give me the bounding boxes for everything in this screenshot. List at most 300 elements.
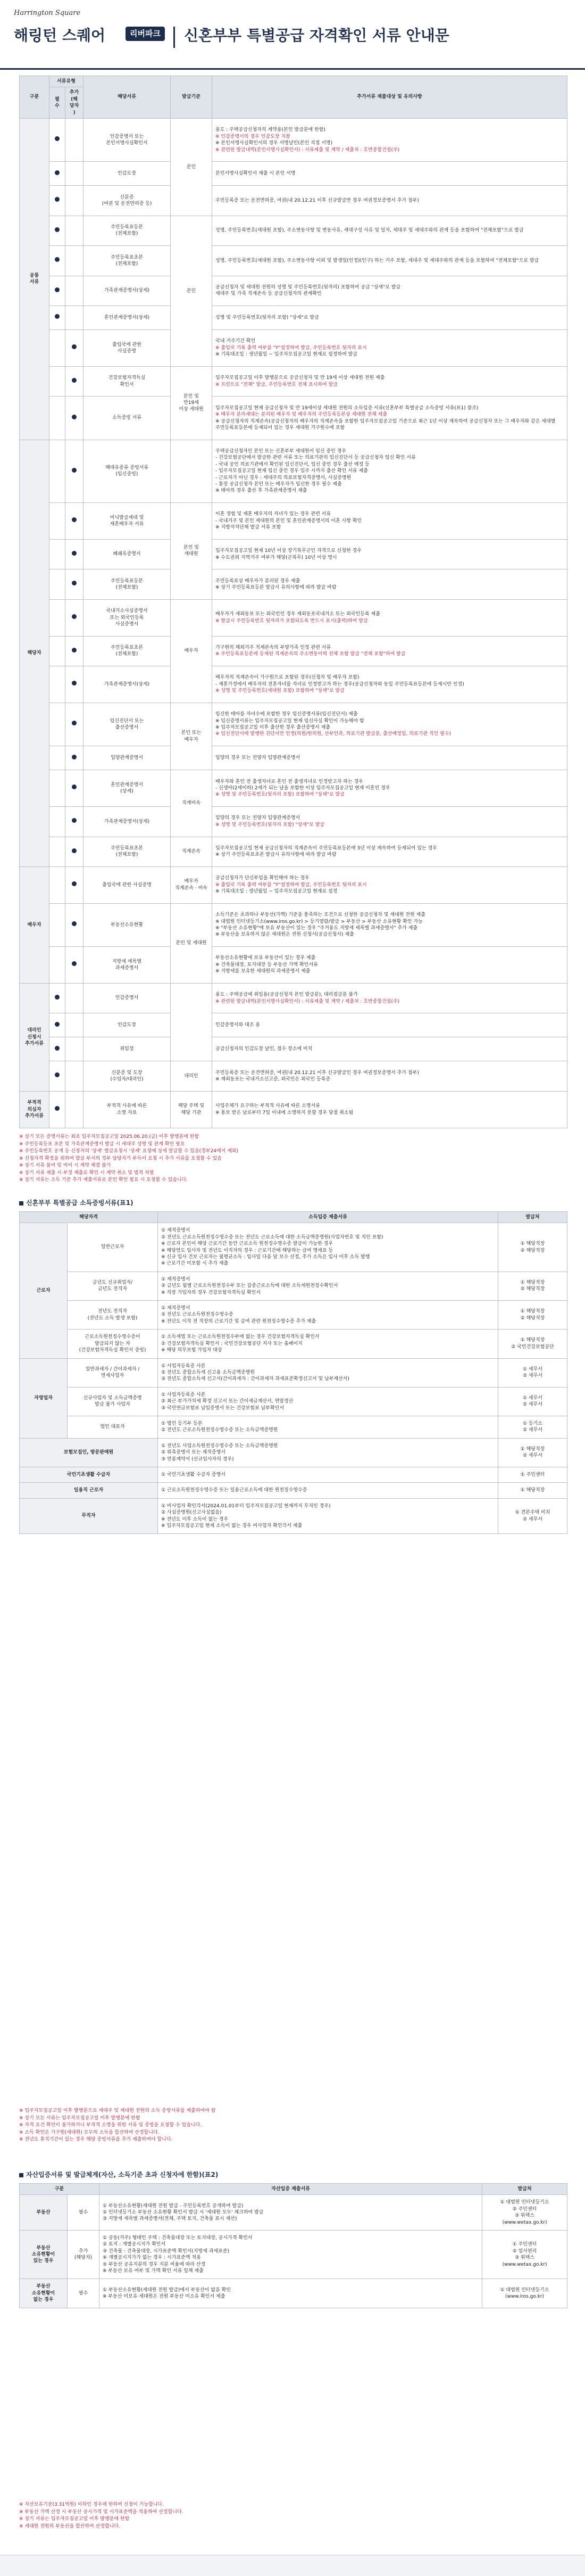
note-line: ※ 신청자격 확정을 위하여 발급 부서의 정부 담당자가 부득이 요청 시 추가 서류를 요청할 수 있음 [19,1155,222,1161]
doc-name: 소득증빙 서류 [83,397,171,440]
doc-name: 위임장 [83,1037,171,1061]
note-line: ※ 부동산 미보유 세대원은 전원 부동산 미소유 확인서 제출 [103,2294,225,2300]
doc-name: 주민등록표초본 (전체포함) [83,246,171,276]
th-income-docs: 소득입증 제출서류 [158,1212,498,1223]
note-line: ※ 프린트로 "전체" 발급, 주민등록번호 전체 표시하여 발급 [215,382,338,387]
additional-cell [65,1037,83,1061]
income-subtype: 근로소득원천징수영수증이 발급되지 않는 자 (건강보험자격득실 확인서 증빙) [68,1330,158,1358]
note-line: 배우자가 재외동포 또는 외국인인 경우 재외동포국내거소 또는 외국인등록 제출 [215,612,380,617]
row-group: 배우자 [20,866,49,983]
section-title-income [19,1199,133,1208]
income-docs [158,1483,498,1498]
additional-dot-icon [72,818,77,823]
doc-name: 가족관계증명서(상세) [83,666,171,703]
issuer [171,983,212,1061]
required-cell [49,807,65,837]
additional-cell [65,837,83,866]
doc-row [20,947,567,984]
note-line: ※ 관련된 발급내역(본인서명사실확인서) : 서류제출 및 계약 / 제출처 : 호반종합건설(주) [215,998,400,1004]
doc-notes [212,903,567,946]
note-line: - 근로자가 아닌 경우 : 세대주의 의료보험자격증명서, 사실증명원 [215,475,352,481]
income-group: 국민기초생활 수급자 [20,1467,158,1482]
additional-dot-icon [72,881,77,886]
note-line: ④ 개별공시지가가 없는 경우 : 시가표준액 적용 [103,2255,201,2261]
asset-issuer: ① 대법원 인터넷등기소 ② 주민센터 ③ 위택스 (www.wetax.go.kr) [482,2195,567,2231]
additional-cell [65,599,83,636]
income-docs [158,1272,498,1300]
note-line: ※ 해당 의무보험 가입자 대상 [161,1348,222,1353]
required-dot-icon [55,1046,60,1051]
note-line: 국내 거주기간 확인 [215,338,256,344]
doc-row [20,440,567,502]
doc-notes [212,397,567,440]
doc-notes [212,947,567,984]
income-row [20,1467,567,1482]
doc-name: 입양관계증명서 [83,746,171,770]
note-line: ※ 상기 주민등록표등본 발급시 유의사항에 따라 발급 바람 [215,585,337,591]
note-line: ※ 관련된 발급내역(본인서명사실확인서) : 서류제출 및 계약 / 제출처 : 호반종합건설(주) [215,147,400,153]
doc-row [20,539,567,569]
additional-cell [65,162,83,186]
asset-docs [99,2279,482,2308]
doc-notes [212,366,567,396]
note-line: ※ 성명 및 주민등록번호(뒷자리 포함) 포함하여 "상세"로 발급 [215,792,345,798]
th-division: 구분 [20,76,49,119]
doc-row [20,807,567,837]
note-line: ① 비사업자 확인각서(2024.01.01부터 입주자모집공고일 현재까지 무직인 경우) [161,1503,331,1509]
required-cell [49,246,65,276]
th-issuer: 발급기준 [171,76,212,119]
note-line: 이혼 경험 및 재혼 배우자의 자녀가 있는 경우 관련 서류 [215,511,331,517]
note-line: ⑤ 부동산 공유지분의 경우 지분 비율에 따라 산정 [103,2261,206,2267]
income-issuer: ① 해당직장 [498,1483,567,1498]
asset-group: 부동산 [20,2195,68,2231]
asset-row [20,2231,567,2279]
income-group: 자영업자 [20,1358,68,1438]
th-notes: 추가서류 제출대상 및 유의사항 [212,76,567,119]
doc-name: 인감증명서 [83,983,171,1013]
note-line: 소득기준은 초과하나 부동산(가액) 기준을 충족하는 조건으로 신청한 공급신청자 및 세대원 전원 제출 [215,912,425,918]
income-docs [158,1498,498,1534]
note-line: ※ 성명 및 주민등록번호(세대원 포함) 포함하여 "상세"로 발급 [215,688,345,694]
required-cell [49,1061,65,1091]
income-subtype: 일반근로자 [68,1223,158,1272]
note-line: ※ 상기 서류는 입주자모집공고일 이후 발행분에 한함 [19,2516,130,2522]
note-line: 주민등록증 또는 운전면허증, 여권(내 20.12.21 이후 신규발급인 경우 여권정보증명서 추가 첨부) [215,1070,419,1076]
note-line: ② 토지 : 개별공시지가 확인서 [103,2242,166,2248]
note-line: 성명, 주민등록번호(세대원 포함), 주소변동사항 및 변동사유, 세대구성 사유 및 일자, 세대주 및 세대주와의 관계 등을 포함하여 "전체포함"으로 발급 [215,228,524,234]
doc-notes [212,276,567,306]
additional-cell [65,503,83,540]
doc-notes [212,119,567,162]
note-line: ③ 국민연금보험료 납입증명서 또는 건강보험료 납부확인서 [161,1405,285,1411]
doc-notes [212,1037,567,1061]
th-asset-docs: 자산입증 제출서류 [99,2184,482,2195]
doc-name: 신분증 및 도장 (수임자/대리인) [83,1061,171,1091]
section-title-asset-text: 자산입증서류 및 발급체계(자산, 소득기준 초과 신청자에 한함)(표2) [26,2171,219,2178]
note-line: 입양의 경우 또는 친양자 입양관계증명서 [215,815,300,821]
note-line: ※ 전년도 휴직기간이 있는 경우 해당 증빙서류를 추가 제출하여야 합니다. [19,2137,173,2142]
th-asset-issuer: 발급처 [482,2184,567,2195]
required-cell [49,569,65,599]
issuer: 배우자 직계존속 · 비속 [171,866,212,903]
note-line: ※ 입주자모집공고일 이후 출산한 경우 출산증명서 제출 [215,725,330,731]
required-cell [49,186,65,216]
note-line: ※ 해당연도 입사자 및 전년도 이직자의 경우 : 근로기간에 해당하는 급여 명세표 등 [161,1248,333,1253]
doc-row [20,1061,567,1091]
note-line: ※ 건축물대장, 토지대장 등 부동산 가액 확인서류 [215,962,318,968]
required-cell [49,903,65,946]
doc-notes [212,983,567,1013]
additional-cell [65,947,83,984]
doc-notes [212,1013,567,1037]
notes-section-2 [19,2108,567,2144]
income-subtype: 신규사업자 및 소득금액증명 발급 불가 사업자 [68,1387,158,1416]
note-line: ② 전년도 근로소득원천징수영수증 [161,1312,233,1318]
issuer: 본인 또는 배우자 [171,703,212,770]
th-doc-group: 서류유형 [49,76,83,87]
doc-name: 지방세 세목별 과세증명서 [83,947,171,984]
issuer: 대리인 [171,1061,212,1091]
note-line: ① 국민기초생활 수급자 증명서 [161,1472,225,1477]
additional-dot-icon [72,614,77,619]
additional-dot-icon [72,755,77,759]
note-line: ※ 상기 모든 서류는 입주자모집공고일 이후 발행분에 한함 [19,2115,140,2121]
doc-row [20,216,567,245]
doc-table [19,76,567,1128]
required-dot-icon [55,995,60,1000]
asset-kind: 필수 [68,2279,99,2308]
doc-notes [212,569,567,599]
income-group: 무직자 [20,1498,158,1534]
additional-cell [65,216,83,245]
doc-row [20,599,567,636]
income-subtype: 법인 대표자 [68,1416,158,1438]
brand-name: 해링턴 스퀘어 [14,27,106,44]
title-divider [173,27,175,48]
additional-cell [65,246,83,276]
doc-name: 주민등록표초본 (전체포함) [83,636,171,666]
income-row [20,1330,567,1358]
note-line: ※ 자산보유기준(3.31억원) 이하인 경우에 한하여 신청이 가능합니다. [19,2502,164,2507]
additional-cell [65,703,83,746]
doc-notes [212,246,567,276]
asset-group: 부동산 소유현황이 없는 경우 [20,2279,68,2308]
note-line: 입주자모집공고일 현재 10년 이상 장기복무군인 자격으로 신청한 경우 [215,548,362,554]
doc-row [20,666,567,703]
doc-name: 국내거소사실증명서 또는 외국인등록 사실증명서 [83,599,171,636]
required-cell [49,703,65,746]
note-line: 입주자모집공고일 현재 공급신청자 및 만 19세이상 세대원 전원의 소득입증 서류(신혼부부 특별공급 소득증빙 서류(표1) 참조) [215,405,479,411]
income-row [20,1387,567,1416]
issuer: 해당 주택 및 해당 기관 [171,1091,212,1128]
additional-dot-icon [72,468,77,473]
income-subtype: 일반과세자 / 간이과세자 / 면세사업자 [68,1358,158,1387]
issuer: 본인 및 만19세 이상 세대원 [171,366,212,440]
doc-notes [212,770,567,807]
doc-name: 주민등록표초본 (전체포함) [83,837,171,866]
additional-cell [65,440,83,502]
note-line: ② 전년도 종합소득세 신고용 소득금액증명원 [161,1369,255,1375]
doc-notes [212,1091,567,1128]
income-issuer: ① 주민센터 [498,1467,567,1482]
additional-cell [65,186,83,216]
income-group: 근로자 [20,1223,68,1358]
required-dot-icon [55,136,60,141]
doc-name: 인감도장 [83,162,171,186]
note-line: 배우자와 혼인 전 출생자녀로 혼인 전 출생자녀로 인정받고자 하는 경우 [215,779,363,785]
note-line: 성명 및 주민등록번호(뒷자리 포함) "상세"로 발급 [215,315,319,320]
income-table [19,1211,567,1534]
note-line: ※ 상기 서류는 소득 기준 추가 제출서류로 본인 확인 필요 시 요청할 수 있습니다. [19,1177,188,1183]
required-cell [49,216,65,245]
income-docs [158,1467,498,1482]
doc-name: 주민등록표등본 (전체포함) [83,216,171,245]
note-line: ※ 임신증명서류는 입주자모집공고일 현재 임신사실 확인이 가능해야 함 [215,718,364,724]
income-issuer: ① 해당직장 ② 해당직장 [498,1272,567,1300]
note-line: ※ 공급신청자의 직계존속(공급신청자의 배우자의 직계존속을 포함한 입주자모집공고일 기준으로 최근 1년 이상 계속하여 공급신청자 또는 그 배우자와 같은 세대별 주민등록표등본에 등재되어 있는 경우 세대원 가구원수에 포함 [215,418,556,431]
additional-cell [65,366,83,396]
issuer [171,440,212,502]
note-line: - 신생아(2세이하) 2세가 되는 날을 포함한 이상 입주자모집공고일 현재 미혼인 경우 [215,785,390,791]
note-line: ※ 주민등록등표 초본 및 가족관계증명서 발급 시 세대주 성명 및 관계 확인 필요 [19,1141,185,1147]
required-cell [49,636,65,666]
income-row [20,1483,567,1498]
note-line: 부동산소유현황에 보유 부동산이 있는 경우 제출 [215,955,316,961]
note-line: ※ 자격 요건 확인이 불가하거나 부적격 소명을 위한 서류 및 증빙을 요청할 수 있습니다. [19,2123,202,2128]
note-line: ① 사업자등록증 사본 [161,1363,206,1369]
note-line: ① 재직증명서 [161,1276,190,1282]
income-row [20,1272,567,1300]
issuer: 직계비속 [171,770,212,837]
doc-row [20,1037,567,1061]
asset-group: 부동산 소유현황이 있는 경우 [20,2231,68,2279]
issuer: 본인 및 세대원 [171,903,212,983]
note-line: ① 전년도 사업소득원천징수영수증 또는 소득금액증명원 [161,1443,278,1449]
doc-name: 출입국에 관한 사실증명 [83,866,171,903]
doc-name: 가족관계증명서(상세) [83,807,171,837]
additional-cell [65,807,83,837]
asset-docs [99,2195,482,2231]
doc-row [20,703,567,746]
notes-section-1 [19,1134,567,1184]
income-row [20,1358,567,1387]
note-line: 주민등록증 또는 운전면허증, 여권(내 20.12.21 이후 신규발급만 경우 여권정보증명서 추가 첨부) [215,197,419,203]
required-cell [49,1091,65,1128]
note-line: ② 인터넷등기소 부동산 소유현황 확인서 발급 시 '세대원 모두' 체크하여 발급 [103,2210,264,2216]
note-line: ② 최근 부가가치세 확정 신고서 또는 간이세금계산서, 연말정산 [161,1399,294,1405]
required-dot-icon [55,314,60,319]
required-cell [49,1037,65,1061]
issuer: 본인 [171,119,212,216]
required-cell [49,306,65,330]
note-line: ※ 입주자모집공고일 현재 소득이 없는 경우 비사업자 확인각서 제출 [161,1523,303,1529]
note-line: ① 부동산소유현황(세대원 전원 발급 - 주민등록번호 공개하여 발급) [103,2203,244,2209]
doc-row [20,1091,567,1128]
income-issuer: ① 세무서 ② 세무서 [498,1358,567,1387]
doc-row [20,246,567,276]
required-dot-icon [55,1022,60,1027]
income-issuer: ① 세무서 ② 세무서 [498,1387,567,1416]
additional-cell [65,397,83,440]
footer [0,2555,585,2576]
note-line: ③ 건축물 : 건축물대장, 시가표준액 확인서(지방세 과세표준) [103,2248,230,2254]
square-bullet-icon [19,1201,23,1206]
header [0,0,585,70]
doc-row [20,983,567,1013]
income-docs [158,1416,498,1438]
additional-cell [65,746,83,770]
doc-row [20,330,567,367]
doc-name: 가족관계증명서(상세) [83,276,171,306]
additional-cell [65,866,83,903]
note-line: ※ 대법원 인터넷등기소(www.iros.go.kr) > 등기열람/발급 > 부동산 > 부동산 소유현황 확인 가능 [215,919,423,924]
note-line: - 국내 공인 의료기관에서 확인된 임신진단서, 임신 중인 경우 출산 예정 등 [215,461,370,467]
asset-issuer: ① 주민센터 ② 일사편리 ③ 위택스 (www.wetax.go.kr) [482,2231,567,2279]
doc-row [20,119,567,162]
required-cell [49,276,65,306]
additional-cell [65,1061,83,1091]
additional-cell [65,666,83,703]
brand-script: Harrington Square [14,9,81,17]
note-line: ※ 수도권외 지역거주 여부가 해당(군복무) 10년 이상 명시 [215,555,337,560]
doc-row [20,569,567,599]
income-subtype: 전년도 전직자 (전년도 소득 발생 포함) [68,1301,158,1330]
income-issuer: ① 견본주택 비치 ② 세무서 [498,1498,567,1534]
income-docs [158,1301,498,1330]
additional-cell [65,119,83,162]
income-docs [158,1358,498,1387]
note-line: ※ 본인서명사실확인서의 경우 서명날인(본인 직접 서명) [215,141,333,146]
note-line: ※ 출입국 기록 출력 여부를 "Y"설정하여 발급, 주민등록번호 뒷자리 표시 [215,882,367,888]
required-cell [49,366,65,396]
issuer: 배우자 [171,599,212,703]
additional-dot-icon [72,921,77,926]
additional-cell [65,306,83,330]
required-cell [49,503,65,540]
required-cell [49,599,65,636]
note-line: ※ 임신진단서에 발행한 진단서만 인정(의원/한의원, 산부인과, 의료기관 발급분, 출산예정일, 의료기관 직인 필수) [215,731,452,737]
required-cell [49,440,65,502]
note-line: ※ 전년도 이직 전 직장의 근로기간 및 급여 관련 원천징수영수증 추가 제출 [161,1318,316,1324]
doc-name: 부동산소유현황 [83,903,171,946]
additional-cell [65,636,83,666]
th-additional: 추가 (해당자) [65,87,83,119]
doc-name: 혼인관계증명서 (상세) [83,770,171,807]
note-line: ① 재직증명서 [161,1306,190,1311]
asset-kind: 추가 (해당자) [68,2231,99,2279]
additional-dot-icon [72,344,77,349]
note-line: - 건강보험공단에서 발급한 관련 서류 또는 의료기관의 임신진단서 등 공급신청자 임신 확인 서류 [215,455,416,461]
additional-cell [65,983,83,1013]
doc-name: 혜대유종류 증빙서류 (임신증빙) [83,440,171,502]
additional-dot-icon [72,415,77,419]
note-line: 성명, 주민등록번호(세대원 포함), 주소변동사항 이외 및 발생일(인정)(인구) 하는 거주 포함, 세대주 및 세대주와의 관계 등을 포함하여 "전체포함"으로 발급 [215,258,539,263]
brand-badge: 리버파크 [126,27,165,41]
note-line: 용도 : 주택공급신청자의 계약용(본인 발급분에 한함) [215,127,325,133]
additional-dot-icon [72,648,77,653]
note-line: ※ 통보 받은 날로부터 7일 이내에 소명하지 못할 경우 당첨 취소됨 [215,1110,354,1116]
doc-notes [212,599,567,636]
income-row [20,1438,567,1467]
note-line: ※ 기록대조일 : 생년월일 ~ 입주자모집공고일 현재로 설정 [215,889,338,895]
note-line: ② 전년도 근로소득원천징수영수증 또는 전년도 근로소득에 대한 소득금액증명원(사업자번호 및 직인 포함) [161,1234,383,1240]
note-line: ① 부동산소유현황(세대원 전원 발급)에서 부동산이 없음 확인 [103,2287,231,2293]
additional-cell [65,1013,83,1037]
income-issuer: ① 해당직장 ② 해당직장 [498,1223,567,1272]
doc-row [20,503,567,540]
note-line: ※ 입주자모집공고일 이후 발행분으로 세대주 및 세대원 전원의 소득 증빙서류를 제출하여야 함 [19,2108,216,2113]
note-line: ※ 부동산 보유 여부 및 가액 확인 서류 일체 제출 [103,2268,204,2274]
note-line: 공급신청자의 인감도장 날인, 접수 장소에 비치 [215,1046,313,1052]
doc-row [20,366,567,396]
additional-cell [65,903,83,946]
doc-row [20,903,567,946]
income-docs [158,1438,498,1467]
income-row [20,1301,567,1330]
note-line: ※ 근로기간 미포함 시 추가 제출 [161,1261,229,1267]
required-cell [49,770,65,807]
required-dot-icon [55,257,60,262]
additional-dot-icon [72,581,77,585]
doc-row [20,186,567,216]
issuer: 본인 및 세대원 [171,503,212,600]
required-dot-icon [55,287,60,292]
note-line: ※ 부동산을 보유하지 않은 세대원은 전원 신청서(공급신청서) 제출 [215,932,354,938]
doc-name: 폐쇄옥증명서 [83,539,171,569]
income-issuer: ① 해당직장 ② 해당직장 [498,1301,567,1330]
income-row [20,1498,567,1534]
doc-notes [212,866,567,903]
income-docs [158,1387,498,1416]
required-cell [49,330,65,367]
note-line: ③ 지방세 세목별 과세증명서(전체, 주택 토지, 건축물 표시 재산) [103,2216,237,2222]
income-row [20,1416,567,1438]
note-line: ③ 전년도 종합소득세 신고서(간이과세자 : 간이과세자 과세표준확정신고서 및 납부계산서) [161,1376,349,1382]
asset-table [19,2183,567,2308]
note-line: - 입주자모집공고일 현재 임신 중인 경우 입주 시까지 출산 확인 서류 제출 [215,468,368,474]
note-line: ② 위촉증명서 또는 재직증명서 [161,1450,225,1456]
required-dot-icon [55,197,60,202]
note-line: ※ 성명 및 주민등록번호(뒷자리 포함) "상세"로 발급 [215,822,325,828]
note-line: ※ 발급시 주민등록번호 뒷자리가 포함되도록 반드시 표시(출력)하여 발급 [215,618,368,624]
doc-row [20,276,567,306]
income-subtype: 금년도 신규취업자/ 금년도 전직자 [68,1272,158,1300]
additional-cell [65,1091,83,1128]
doc-name: 혼인관계증명서(상세) [83,306,171,330]
note-line: ※ 출입국 기록 출력 여부를 "Y"설정하여 발급, 주민등록번호 뒷자리 표시 [215,345,367,351]
required-dot-icon [55,170,60,175]
doc-name: 출입국에 관한 사실증명 [83,330,171,367]
note-line: ※ 기록대조일 : 생년월일 ~ 입주자모집공고일 현재로 설정하여 발급 [215,352,358,358]
note-line: ※ 주민등록번호 공개 등 신청자의 '상세' 발급요청시 '상세' 요청에 상세 발급할 수 있음(정부24에서 제외) [19,1149,239,1154]
doc-notes [212,330,567,367]
doc-row [20,1013,567,1037]
doc-row [20,866,567,903]
required-cell [49,947,65,984]
doc-notes [212,162,567,186]
note-line: 공급신청자 및 세대원 전원의 성명 및 주민등록번호(뒷자리) 포함하여 공급 "상세"로 발급 [215,284,401,290]
doc-name: 신분증 (여권 및 운전면허증 등) [83,186,171,216]
note-line: ① 근로소득원천징수영수증 또는 일용근로소득에 대한 원천징수영수증 [161,1488,307,1493]
doc-name: 인감도장 [83,1013,171,1037]
additional-dot-icon [72,848,77,853]
doc-row [20,837,567,866]
note-line: ③ 연봉계약서 (신규입사자의 경우) [161,1456,234,1462]
additional-cell [65,569,83,599]
doc-name: 비닉발급세대 및 재혼배우자 서류 [83,503,171,540]
note-line: ※ 소득 확인은 가구원(세대원) 모두의 소득을 합산하여 산정합니다. [19,2129,160,2135]
